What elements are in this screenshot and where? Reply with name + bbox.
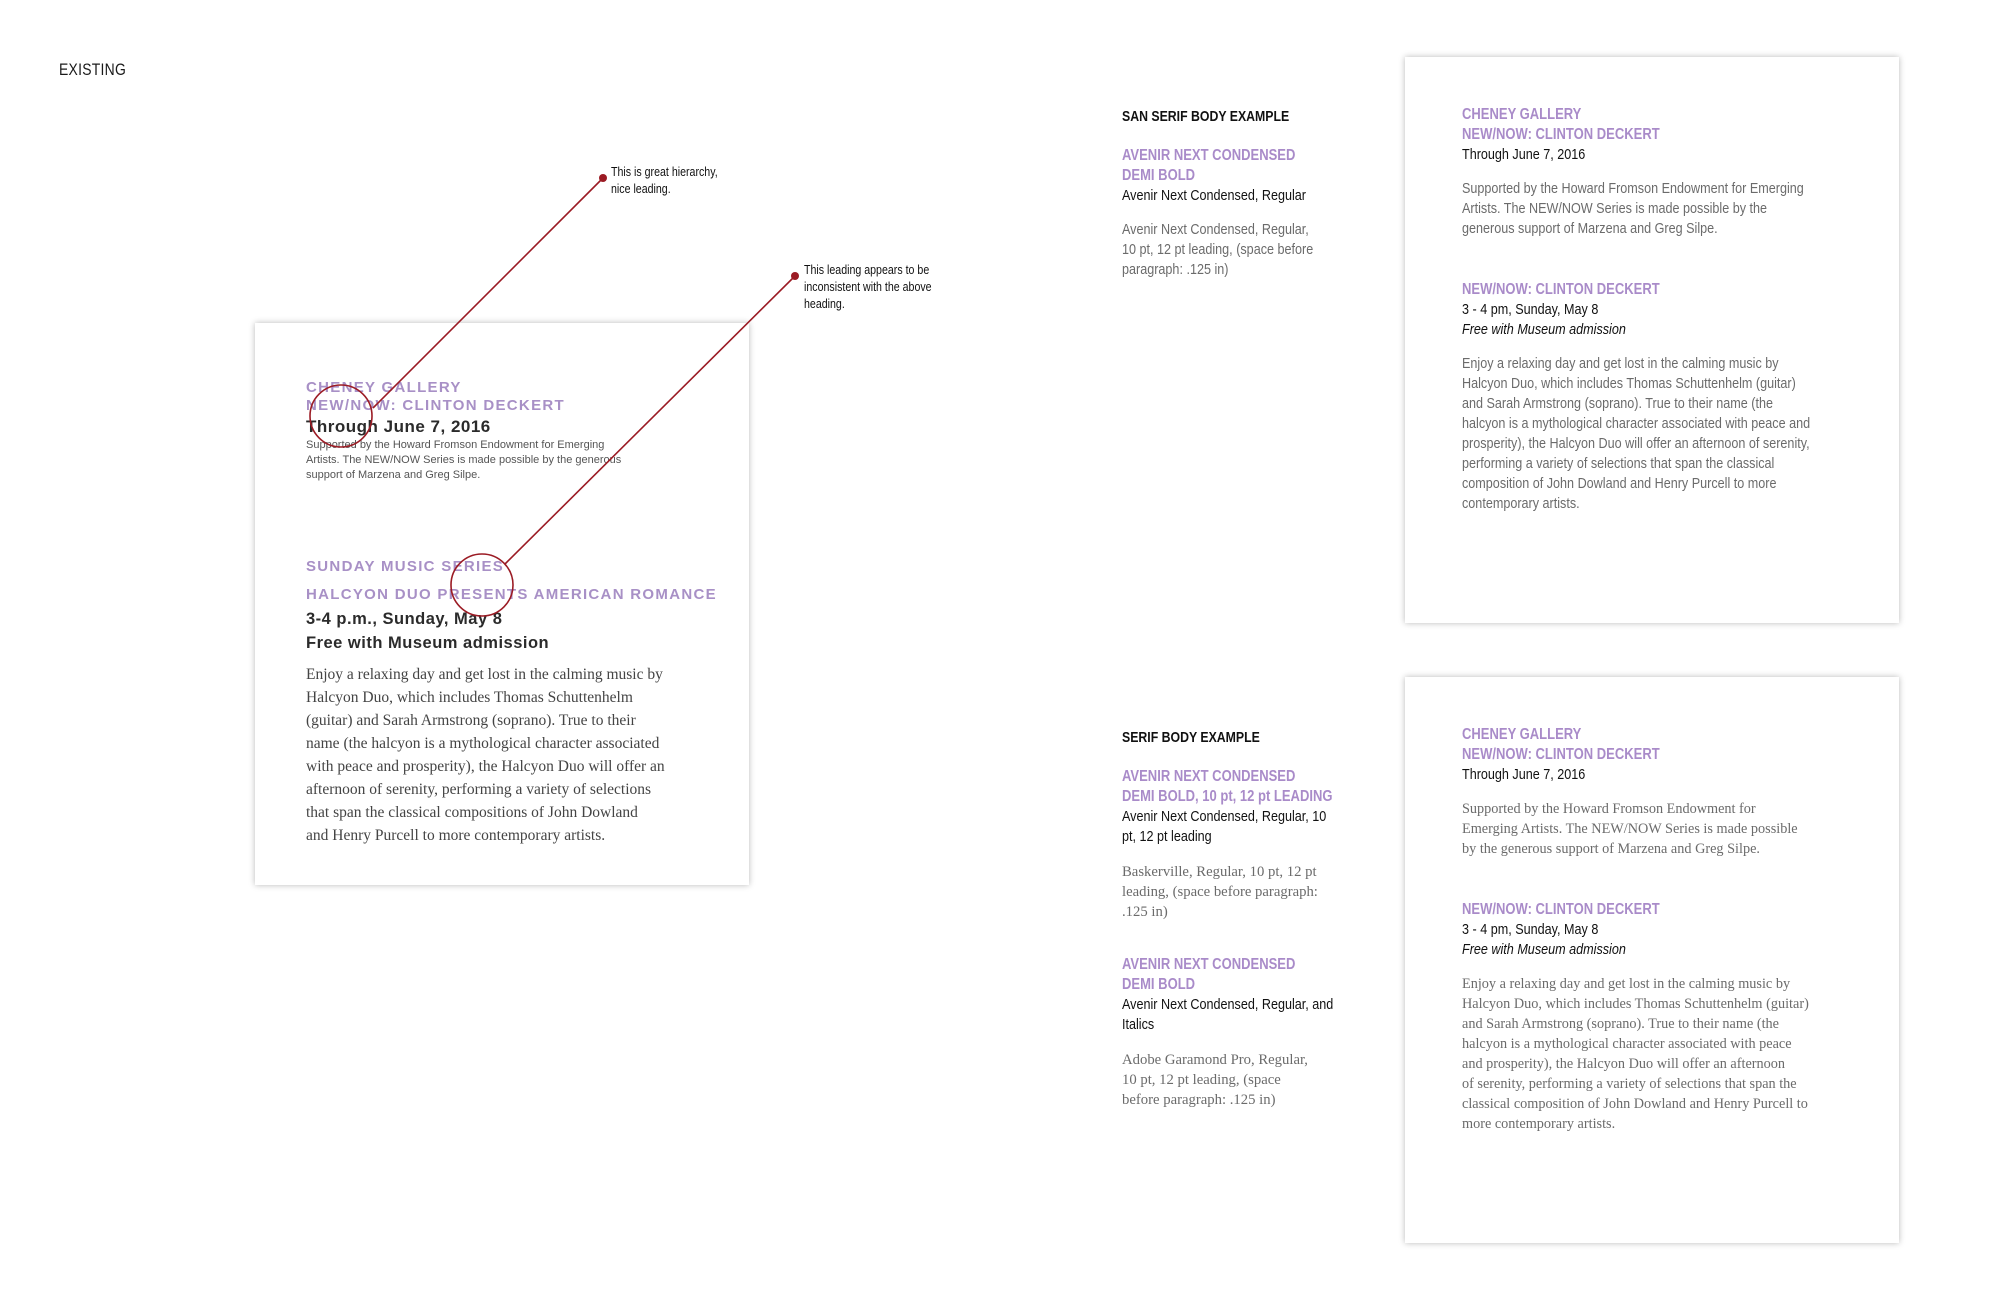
spec-body-line: 10 pt, 12 pt leading, (space (1122, 1072, 1281, 1088)
spec-body-line: paragraph: .125 in) (1122, 261, 1229, 278)
text-line: name (the halcyon is a mythological character associated (306, 735, 660, 752)
text-line: (guitar) and Sarah Armstrong (soprano). True to their (306, 712, 636, 729)
serif-spec-2 (1122, 955, 1333, 1035)
spec-body-line: 10 pt, 12 pt leading, (space before (1122, 241, 1314, 258)
annotation-line-1 (373, 178, 603, 408)
support-line: Artists. The NEW/NOW Series is made possible by the (1462, 200, 1768, 217)
spec-body-line: Avenir Next Condensed, Regular, (1122, 221, 1309, 238)
spec-sub: Avenir Next Condensed, Regular (1122, 187, 1306, 204)
text-line: afternoon of serenity, performing a variety of selections (306, 781, 652, 798)
text-line: nice leading. (611, 182, 671, 196)
spec-sub-line: Italics (1122, 1016, 1155, 1033)
admission: Free with Museum admission (1462, 941, 1626, 958)
sans-card-header (1462, 105, 1804, 239)
body-line: halcyon is a mythological character associated with peace and (1462, 415, 1811, 432)
text-line: Halcyon Duo, which includes Thomas Schuttenhelm (306, 689, 633, 706)
text-line: and Henry Purcell to more contemporary artists. (306, 827, 606, 844)
text-line: Enjoy a relaxing day and get lost in the calming music by (306, 666, 663, 683)
event-time: 3 - 4 pm, Sunday, May 8 (1462, 921, 1599, 938)
existing-series-heading: SUNDAY MUSIC SERIES (306, 558, 505, 575)
serif-spec-2-body (1122, 1050, 1308, 1110)
body-line: Enjoy a relaxing day and get lost in the calming music by (1462, 976, 1791, 992)
annotation-line-2 (505, 276, 795, 564)
annotation-dot-2 (791, 272, 799, 280)
spec-body-line: leading, (space before paragraph: (1122, 884, 1318, 900)
serif-spec-1-body (1122, 862, 1318, 922)
sans-example-card (1405, 57, 1899, 623)
sans-card-event (1462, 280, 1810, 514)
serif-example-card (1405, 677, 1899, 1243)
body-line: Halcyon Duo, which includes Thomas Schuttenhelm (guitar) (1462, 375, 1796, 392)
spec-body-line: Baskerville, Regular, 10 pt, 12 pt (1122, 864, 1317, 880)
annotation-note-1 (611, 164, 718, 198)
spec-heading-line: AVENIR NEXT CONDENSED (1122, 768, 1296, 785)
annotation-circle-1 (310, 385, 372, 447)
body-line: and Sarah Armstrong (soprano). True to their name (the (1462, 1016, 1780, 1032)
spec-sub-line: pt, 12 pt leading (1122, 828, 1212, 845)
serif-card-support (1462, 799, 1798, 859)
serif-spec-1 (1122, 767, 1333, 847)
existing-admission: Free with Museum admission (306, 634, 550, 652)
sans-spec (1122, 146, 1313, 280)
spec-body-line: before paragraph: .125 in) (1122, 1092, 1276, 1108)
dates: Through June 7, 2016 (1462, 146, 1586, 163)
serif-card-body (1462, 974, 1809, 1134)
annotation-circle-2 (451, 554, 513, 616)
support-line: Supported by the Howard Fromson Endowment for (1462, 801, 1756, 817)
spec-sub-line: Avenir Next Condensed, Regular, and (1122, 996, 1334, 1013)
existing-dates: Through June 7, 2016 (306, 417, 491, 436)
spec-heading-line: DEMI BOLD (1122, 167, 1196, 184)
body-line: performing a variety of selections that span the classical (1462, 455, 1775, 472)
event-heading: NEW/NOW: CLINTON DECKERT (1462, 281, 1660, 298)
event-heading: NEW/NOW: CLINTON DECKERT (1462, 901, 1660, 918)
support-line: Emerging Artists. The NEW/NOW Series is made possible (1462, 821, 1798, 837)
body-line: contemporary artists. (1462, 495, 1580, 512)
gallery-heading: CHENEY GALLERY (1462, 106, 1582, 123)
support-line: Supported by the Howard Fromson Endowment for Emerging (1462, 180, 1804, 197)
spec-heading-line: AVENIR NEXT CONDENSED (1122, 147, 1296, 164)
support-line: generous support of Marzena and Greg Silpe. (1462, 220, 1718, 237)
serif-example-heading: SERIF BODY EXAMPLE (1122, 729, 1260, 746)
annotation-note-2 (804, 262, 932, 313)
exhibit-heading: NEW/NOW: CLINTON DECKERT (1462, 126, 1660, 143)
body-line: prosperity), the Halcyon Duo will offer an afternoon of serenity, (1462, 435, 1810, 452)
body-line: Halcyon Duo, which includes Thomas Schuttenhelm (guitar) (1462, 996, 1809, 1012)
admission: Free with Museum admission (1462, 321, 1626, 338)
support-line: by the generous support of Marzena and Greg Silpe. (1462, 841, 1760, 857)
body-line: classical composition of John Dowland and Henry Purcell to (1462, 1096, 1808, 1112)
spec-sub-line: Avenir Next Condensed, Regular, 10 (1122, 808, 1327, 825)
text-line: heading. (804, 297, 845, 311)
body-line: and prosperity), the Halcyon Duo will offer an afternoon (1462, 1056, 1786, 1072)
spec-heading-line: DEMI BOLD (1122, 976, 1196, 993)
text-line: Supported by the Howard Fromson Endowment for Emerging (306, 439, 605, 451)
annotation-dot-1 (599, 174, 607, 182)
text-line: This is great hierarchy, (611, 165, 718, 179)
text-line: Artists. The NEW/NOW Series is made possible by the generous (306, 454, 622, 466)
existing-exhibit-heading: NEW/NOW: CLINTON DECKERT (306, 397, 565, 414)
sans-example-heading: SAN SERIF BODY EXAMPLE (1122, 108, 1290, 125)
existing-event-time: 3-4 p.m., Sunday, May 8 (306, 610, 503, 628)
page-label: EXISTING (59, 60, 127, 79)
text-line: support of Marzena and Greg Silpe. (306, 469, 481, 481)
body-line: of serenity, performing a variety of selections that span the (1462, 1076, 1797, 1092)
body-line: and Sarah Armstrong (soprano). True to their name (the (1462, 395, 1773, 412)
text-line: with peace and prosperity), the Halcyon Duo will offer an (306, 758, 665, 775)
dates: Through June 7, 2016 (1462, 766, 1586, 783)
spec-heading-line: AVENIR NEXT CONDENSED (1122, 956, 1296, 973)
exhibit-heading: NEW/NOW: CLINTON DECKERT (1462, 746, 1660, 763)
text-line: This leading appears to be (804, 263, 930, 277)
text-line: that span the classical compositions of John Dowland (306, 804, 638, 821)
body-line: more contemporary artists. (1462, 1116, 1616, 1132)
body-line: Enjoy a relaxing day and get lost in the calming music by (1462, 355, 1779, 372)
body-line: halcyon is a mythological character associated with peace (1462, 1036, 1792, 1052)
serif-card-event (1462, 900, 1660, 960)
spec-heading-line: DEMI BOLD, 10 pt, 12 pt LEADING (1122, 788, 1333, 805)
text-line: inconsistent with the above (804, 280, 932, 294)
existing-event-title: HALCYON DUO PRESENTS AMERICAN ROMANCE (306, 586, 717, 603)
existing-gallery-heading: CHENEY GALLERY (306, 379, 462, 396)
spec-body-line: Adobe Garamond Pro, Regular, (1122, 1052, 1308, 1068)
serif-card-header (1462, 725, 1660, 785)
body-line: composition of John Dowland and Henry Purcell to more (1462, 475, 1777, 492)
event-time: 3 - 4 pm, Sunday, May 8 (1462, 301, 1599, 318)
gallery-heading: CHENEY GALLERY (1462, 726, 1582, 743)
spec-body-line: .125 in) (1122, 904, 1168, 920)
